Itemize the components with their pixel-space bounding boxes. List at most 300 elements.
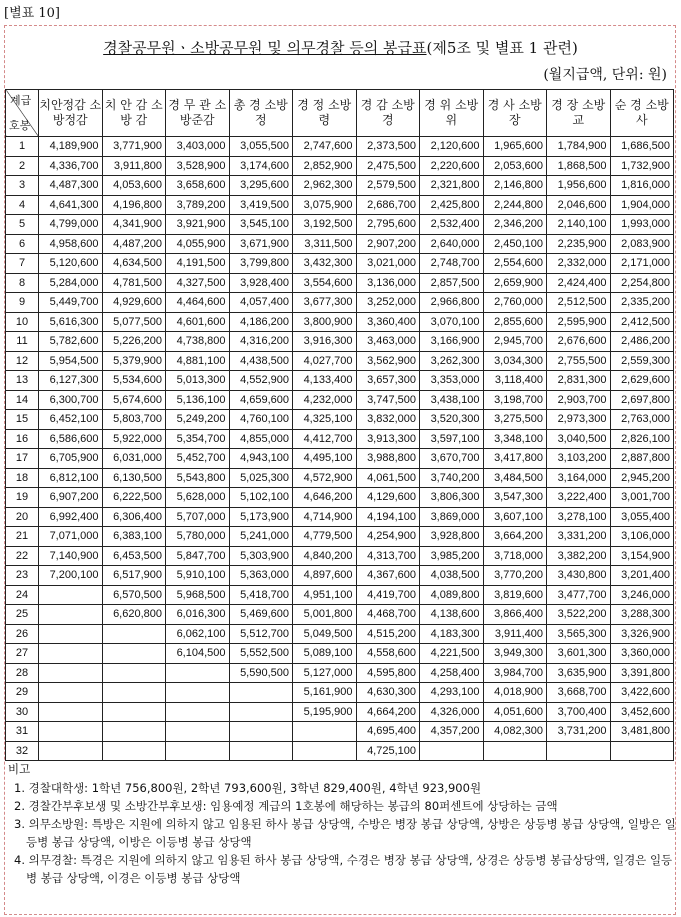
salary-cell: 3,288,300 [610, 605, 674, 625]
salary-cell: 2,332,000 [547, 254, 611, 274]
salary-cell: 5,354,700 [166, 429, 230, 449]
salary-cell: 6,812,100 [39, 468, 103, 488]
salary-cell: 3,985,200 [420, 546, 484, 566]
salary-cell [39, 683, 103, 703]
salary-cell: 4,061,500 [356, 468, 420, 488]
step-cell: 7 [6, 254, 39, 274]
salary-cell: 4,138,600 [420, 605, 484, 625]
salary-cell: 4,929,600 [102, 293, 166, 313]
salary-cell: 3,348,100 [483, 429, 547, 449]
salary-cell: 4,487,200 [102, 234, 166, 254]
column-header: 치 안 감 소 방 감 [102, 90, 166, 137]
column-header: 경 정 소방령 [293, 90, 357, 137]
salary-cell: 2,760,000 [483, 293, 547, 313]
salary-cell: 3,201,400 [610, 566, 674, 586]
step-cell: 8 [6, 273, 39, 293]
column-header: 경 장 소방교 [547, 90, 611, 137]
salary-cell [420, 741, 484, 761]
salary-cell: 5,534,600 [102, 371, 166, 391]
salary-cell: 6,517,900 [102, 566, 166, 586]
annex-tag: [별표 10] [4, 6, 60, 21]
salary-cell: 3,789,200 [166, 195, 230, 215]
salary-cell: 3,806,300 [420, 488, 484, 508]
salary-cell: 4,552,900 [229, 371, 293, 391]
salary-cell: 3,731,200 [547, 722, 611, 742]
salary-cell: 3,664,200 [483, 527, 547, 547]
salary-cell: 3,607,100 [483, 507, 547, 527]
salary-cell: 4,326,000 [420, 702, 484, 722]
salary-cell: 3,166,900 [420, 332, 484, 352]
salary-cell: 4,881,100 [166, 351, 230, 371]
step-cell: 14 [6, 390, 39, 410]
table-row [6, 195, 674, 215]
salary-cell: 3,222,400 [547, 488, 611, 508]
salary-cell: 2,826,100 [610, 429, 674, 449]
salary-cell: 4,189,900 [39, 137, 103, 157]
salary-cell: 4,664,200 [356, 702, 420, 722]
salary-cell: 5,089,100 [293, 644, 357, 664]
salary-cell: 5,707,000 [166, 507, 230, 527]
salary-cell: 2,450,100 [483, 234, 547, 254]
salary-cell: 4,325,100 [293, 410, 357, 430]
salary-cell: 4,183,300 [420, 624, 484, 644]
salary-cell: 7,200,100 [39, 566, 103, 586]
salary-cell: 4,055,900 [166, 234, 230, 254]
salary-cell: 5,452,700 [166, 449, 230, 469]
salary-cell [102, 663, 166, 683]
salary-cell: 3,040,500 [547, 429, 611, 449]
salary-cell: 3,118,400 [483, 371, 547, 391]
salary-cell: 2,640,000 [420, 234, 484, 254]
step-cell: 12 [6, 351, 39, 371]
salary-cell: 4,468,700 [356, 605, 420, 625]
salary-cell: 2,629,600 [610, 371, 674, 391]
salary-cell: 5,363,000 [229, 566, 293, 586]
salary-table-body [6, 137, 674, 761]
salary-cell: 2,425,800 [420, 195, 484, 215]
salary-cell [166, 702, 230, 722]
salary-cell: 3,192,500 [293, 215, 357, 235]
salary-cell: 3,545,100 [229, 215, 293, 235]
salary-cell: 5,001,800 [293, 605, 357, 625]
salary-cell: 4,316,200 [229, 332, 293, 352]
salary-cell: 4,051,600 [483, 702, 547, 722]
step-cell: 18 [6, 468, 39, 488]
salary-cell: 3,911,800 [102, 156, 166, 176]
salary-cell [39, 663, 103, 683]
salary-cell: 3,832,000 [356, 410, 420, 430]
salary-cell: 4,258,400 [420, 663, 484, 683]
salary-cell [102, 702, 166, 722]
salary-cell [229, 702, 293, 722]
salary-cell: 3,771,900 [102, 137, 166, 157]
salary-cell: 3,331,200 [547, 527, 611, 547]
salary-cell: 2,254,800 [610, 273, 674, 293]
salary-cell: 4,464,600 [166, 293, 230, 313]
salary-cell: 4,018,900 [483, 683, 547, 703]
salary-cell: 5,049,500 [293, 624, 357, 644]
salary-cell: 4,221,500 [420, 644, 484, 664]
column-header: 치안정감 소방정감 [39, 90, 103, 137]
salary-cell: 3,419,500 [229, 195, 293, 215]
salary-cell: 3,103,200 [547, 449, 611, 469]
salary-cell [102, 741, 166, 761]
salary-cell: 4,601,600 [166, 312, 230, 332]
table-row [6, 293, 674, 313]
salary-cell: 2,346,200 [483, 215, 547, 235]
table-row [6, 137, 674, 157]
salary-cell: 5,782,600 [39, 332, 103, 352]
step-cell: 2 [6, 156, 39, 176]
remark-item: 1. 경찰대학생: 1학년 756,800원, 2학년 793,600원, 3학년 829,400원, 4학년 923,900원 [14, 781, 482, 795]
title-main: 경찰공무원ㆍ소방공무원 및 의무경찰 등의 봉급표 [103, 39, 427, 57]
salary-cell: 6,383,100 [102, 527, 166, 547]
salary-cell: 4,725,100 [356, 741, 420, 761]
salary-cell: 2,512,500 [547, 293, 611, 313]
table-row [6, 390, 674, 410]
salary-cell: 3,055,400 [610, 507, 674, 527]
salary-cell: 5,449,700 [39, 293, 103, 313]
salary-cell: 4,254,900 [356, 527, 420, 547]
salary-cell: 3,747,500 [356, 390, 420, 410]
salary-cell: 4,053,600 [102, 176, 166, 196]
salary-cell: 3,601,300 [547, 644, 611, 664]
salary-cell: 4,738,800 [166, 332, 230, 352]
salary-cell: 5,590,500 [229, 663, 293, 683]
step-cell: 4 [6, 195, 39, 215]
salary-cell: 2,046,600 [547, 195, 611, 215]
salary-cell: 2,903,700 [547, 390, 611, 410]
salary-cell [166, 722, 230, 742]
salary-cell: 5,249,200 [166, 410, 230, 430]
salary-cell: 3,562,900 [356, 351, 420, 371]
salary-cell: 3,070,100 [420, 312, 484, 332]
corner-cell [6, 90, 39, 137]
salary-cell: 3,597,100 [420, 429, 484, 449]
salary-cell [229, 683, 293, 703]
step-cell: 15 [6, 410, 39, 430]
salary-cell: 3,275,500 [483, 410, 547, 430]
step-cell: 1 [6, 137, 39, 157]
table-row [6, 605, 674, 625]
title-sub: (제5조 및 별표 1 관련) [426, 39, 578, 57]
step-cell: 10 [6, 312, 39, 332]
salary-cell: 4,336,700 [39, 156, 103, 176]
table-row [6, 585, 674, 605]
salary-cell: 4,133,400 [293, 371, 357, 391]
column-header: 경 사 소방장 [483, 90, 547, 137]
salary-cell: 3,246,000 [610, 585, 674, 605]
salary-cell: 1,868,500 [547, 156, 611, 176]
document-title [0, 37, 681, 58]
salary-cell: 1,784,900 [547, 137, 611, 157]
salary-cell: 5,241,000 [229, 527, 293, 547]
salary-cell: 2,855,600 [483, 312, 547, 332]
salary-cell: 5,226,200 [102, 332, 166, 352]
step-cell: 22 [6, 546, 39, 566]
salary-cell: 2,595,900 [547, 312, 611, 332]
salary-cell: 2,962,300 [293, 176, 357, 196]
table-row [6, 332, 674, 352]
salary-cell: 2,686,700 [356, 195, 420, 215]
salary-cell: 6,130,500 [102, 468, 166, 488]
salary-cell: 2,335,200 [610, 293, 674, 313]
salary-cell: 4,495,100 [293, 449, 357, 469]
salary-cell: 6,907,200 [39, 488, 103, 508]
salary-cell: 3,949,300 [483, 644, 547, 664]
salary-cell: 5,379,900 [102, 351, 166, 371]
table-row [6, 683, 674, 703]
salary-cell: 6,016,300 [166, 605, 230, 625]
salary-cell: 5,161,900 [293, 683, 357, 703]
salary-cell: 2,579,500 [356, 176, 420, 196]
table-row [6, 312, 674, 332]
salary-cell: 5,077,500 [102, 312, 166, 332]
salary-cell [547, 741, 611, 761]
salary-cell: 4,558,600 [356, 644, 420, 664]
salary-cell: 4,781,500 [102, 273, 166, 293]
salary-cell: 3,928,400 [229, 273, 293, 293]
salary-cell: 2,532,400 [420, 215, 484, 235]
salary-cell: 3,075,900 [293, 195, 357, 215]
table-row [6, 741, 674, 761]
salary-cell [293, 741, 357, 761]
salary-cell: 3,658,600 [166, 176, 230, 196]
salary-cell: 5,552,500 [229, 644, 293, 664]
table-row [6, 507, 674, 527]
salary-cell: 3,430,800 [547, 566, 611, 586]
salary-cell: 5,780,000 [166, 527, 230, 547]
salary-cell: 1,956,600 [547, 176, 611, 196]
column-header: 경 감 소방경 [356, 90, 420, 137]
salary-cell: 4,951,100 [293, 585, 357, 605]
salary-cell: 4,487,300 [39, 176, 103, 196]
salary-cell: 5,910,100 [166, 566, 230, 586]
salary-cell: 5,025,300 [229, 468, 293, 488]
salary-cell: 5,120,600 [39, 254, 103, 274]
step-cell: 23 [6, 566, 39, 586]
salary-cell: 2,559,300 [610, 351, 674, 371]
salary-cell: 3,391,800 [610, 663, 674, 683]
remark-item: 4. 의무경찰: 특경은 지원에 의하지 않고 임용된 하사 봉급 상당액, 수경은 병장 봉급 상당액, 상경은 상등병 봉급상당액, 일경은 일등병 봉급 상당액, 이경은 이등병 봉급 상당액 [14, 853, 673, 885]
step-cell: 32 [6, 741, 39, 761]
salary-cell: 3,928,800 [420, 527, 484, 547]
salary-cell: 3,677,300 [293, 293, 357, 313]
salary-cell: 4,943,100 [229, 449, 293, 469]
salary-cell: 2,475,500 [356, 156, 420, 176]
step-cell: 30 [6, 702, 39, 722]
salary-cell: 5,469,600 [229, 605, 293, 625]
table-row [6, 644, 674, 664]
salary-cell: 1,816,000 [610, 176, 674, 196]
salary-cell: 4,089,800 [420, 585, 484, 605]
salary-cell: 4,515,200 [356, 624, 420, 644]
remark-item: 2. 경찰간부후보생 및 소방간부후보생: 임용예정 계급의 1호봉에 해당하는 봉급의 80퍼센트에 상당하는 금액 [14, 799, 558, 813]
salary-cell: 2,220,600 [420, 156, 484, 176]
salary-cell: 3,198,700 [483, 390, 547, 410]
corner-step-label: 호봉 [9, 119, 31, 132]
table-row [6, 156, 674, 176]
salary-cell: 6,992,400 [39, 507, 103, 527]
salary-cell: 3,438,100 [420, 390, 484, 410]
salary-cell: 3,360,400 [356, 312, 420, 332]
salary-cell: 4,630,300 [356, 683, 420, 703]
salary-cell: 4,038,500 [420, 566, 484, 586]
salary-cell: 6,031,000 [102, 449, 166, 469]
salary-cell: 3,360,000 [610, 644, 674, 664]
salary-cell: 2,966,800 [420, 293, 484, 313]
salary-cell: 3,034,300 [483, 351, 547, 371]
salary-cell: 2,907,200 [356, 234, 420, 254]
salary-cell: 3,174,600 [229, 156, 293, 176]
remarks-section [8, 760, 676, 887]
step-cell: 9 [6, 293, 39, 313]
salary-cell: 4,840,200 [293, 546, 357, 566]
table-row [6, 215, 674, 235]
salary-cell: 5,954,500 [39, 351, 103, 371]
salary-cell: 4,714,900 [293, 507, 357, 527]
salary-cell: 2,146,800 [483, 176, 547, 196]
salary-cell: 4,595,800 [356, 663, 420, 683]
header-row [6, 90, 674, 137]
salary-cell: 2,140,100 [547, 215, 611, 235]
salary-cell: 3,484,500 [483, 468, 547, 488]
salary-cell [166, 741, 230, 761]
corner-rank-label: 계급 [10, 94, 32, 107]
salary-cell: 5,512,700 [229, 624, 293, 644]
salary-cell: 1,732,900 [610, 156, 674, 176]
salary-cell: 3,106,000 [610, 527, 674, 547]
salary-cell: 3,422,600 [610, 683, 674, 703]
salary-cell: 5,803,700 [102, 410, 166, 430]
salary-cell: 4,341,900 [102, 215, 166, 235]
salary-cell: 4,572,900 [293, 468, 357, 488]
salary-cell: 3,718,000 [483, 546, 547, 566]
step-cell: 3 [6, 176, 39, 196]
salary-cell [39, 624, 103, 644]
step-cell: 16 [6, 429, 39, 449]
salary-cell: 3,984,700 [483, 663, 547, 683]
salary-cell: 3,528,900 [166, 156, 230, 176]
salary-cell: 2,795,600 [356, 215, 420, 235]
table-row [6, 254, 674, 274]
salary-cell: 3,668,700 [547, 683, 611, 703]
step-cell: 19 [6, 488, 39, 508]
table-row [6, 663, 674, 683]
table-row [6, 527, 674, 547]
salary-cell [102, 722, 166, 742]
salary-cell: 4,027,700 [293, 351, 357, 371]
salary-cell: 5,847,700 [166, 546, 230, 566]
salary-cell: 3,403,000 [166, 137, 230, 157]
salary-cell: 2,053,600 [483, 156, 547, 176]
salary-cell: 5,628,000 [166, 488, 230, 508]
table-row [6, 410, 674, 430]
salary-cell: 2,083,900 [610, 234, 674, 254]
column-header: 순 경 소방사 [610, 90, 674, 137]
salary-cell: 2,831,300 [547, 371, 611, 391]
salary-table [5, 89, 674, 761]
salary-cell: 3,522,200 [547, 605, 611, 625]
salary-cell: 4,958,600 [39, 234, 103, 254]
salary-cell: 3,382,200 [547, 546, 611, 566]
salary-cell: 2,554,600 [483, 254, 547, 274]
salary-cell: 3,819,600 [483, 585, 547, 605]
salary-cell: 4,196,800 [102, 195, 166, 215]
salary-cell: 5,674,600 [102, 390, 166, 410]
column-header: 경 무 관 소방준감 [166, 90, 230, 137]
salary-cell: 5,418,700 [229, 585, 293, 605]
salary-cell: 6,452,100 [39, 410, 103, 430]
table-row [6, 273, 674, 293]
salary-cell: 1,904,000 [610, 195, 674, 215]
column-header: 경 위 소방위 [420, 90, 484, 137]
step-cell: 20 [6, 507, 39, 527]
salary-cell: 4,646,200 [293, 488, 357, 508]
table-row [6, 429, 674, 449]
step-cell: 6 [6, 234, 39, 254]
salary-cell: 7,140,900 [39, 546, 103, 566]
salary-cell: 4,419,700 [356, 585, 420, 605]
salary-cell: 3,463,000 [356, 332, 420, 352]
step-cell: 11 [6, 332, 39, 352]
salary-cell: 4,129,600 [356, 488, 420, 508]
salary-cell: 4,855,000 [229, 429, 293, 449]
salary-cell: 3,866,400 [483, 605, 547, 625]
salary-cell: 3,770,200 [483, 566, 547, 586]
salary-cell [102, 683, 166, 703]
salary-cell: 5,922,000 [102, 429, 166, 449]
salary-cell: 3,869,000 [420, 507, 484, 527]
salary-cell: 2,887,800 [610, 449, 674, 469]
salary-cell: 4,327,500 [166, 273, 230, 293]
salary-cell: 3,311,500 [293, 234, 357, 254]
salary-cell: 5,303,900 [229, 546, 293, 566]
salary-cell: 2,244,800 [483, 195, 547, 215]
salary-cell: 4,367,600 [356, 566, 420, 586]
salary-cell: 4,194,100 [356, 507, 420, 527]
salary-cell [39, 702, 103, 722]
salary-cell: 2,373,500 [356, 137, 420, 157]
table-row [6, 624, 674, 644]
salary-cell: 6,453,500 [102, 546, 166, 566]
salary-cell: 3,547,300 [483, 488, 547, 508]
salary-cell: 5,543,800 [166, 468, 230, 488]
salary-cell: 4,082,300 [483, 722, 547, 742]
table-row [6, 722, 674, 742]
step-cell: 21 [6, 527, 39, 547]
salary-cell: 6,127,300 [39, 371, 103, 391]
salary-cell: 1,686,500 [610, 137, 674, 157]
salary-cell [39, 722, 103, 742]
salary-cell: 4,057,400 [229, 293, 293, 313]
step-cell: 27 [6, 644, 39, 664]
salary-cell: 3,452,600 [610, 702, 674, 722]
salary-cell: 5,284,000 [39, 273, 103, 293]
table-row [6, 702, 674, 722]
salary-cell: 2,486,200 [610, 332, 674, 352]
step-cell: 28 [6, 663, 39, 683]
salary-cell [483, 741, 547, 761]
salary-cell: 3,326,900 [610, 624, 674, 644]
salary-cell: 1,965,600 [483, 137, 547, 157]
salary-cell: 3,154,900 [610, 546, 674, 566]
table-row [6, 566, 674, 586]
salary-cell: 4,412,700 [293, 429, 357, 449]
salary-cell: 2,697,800 [610, 390, 674, 410]
step-cell: 17 [6, 449, 39, 469]
salary-cell: 4,897,600 [293, 566, 357, 586]
